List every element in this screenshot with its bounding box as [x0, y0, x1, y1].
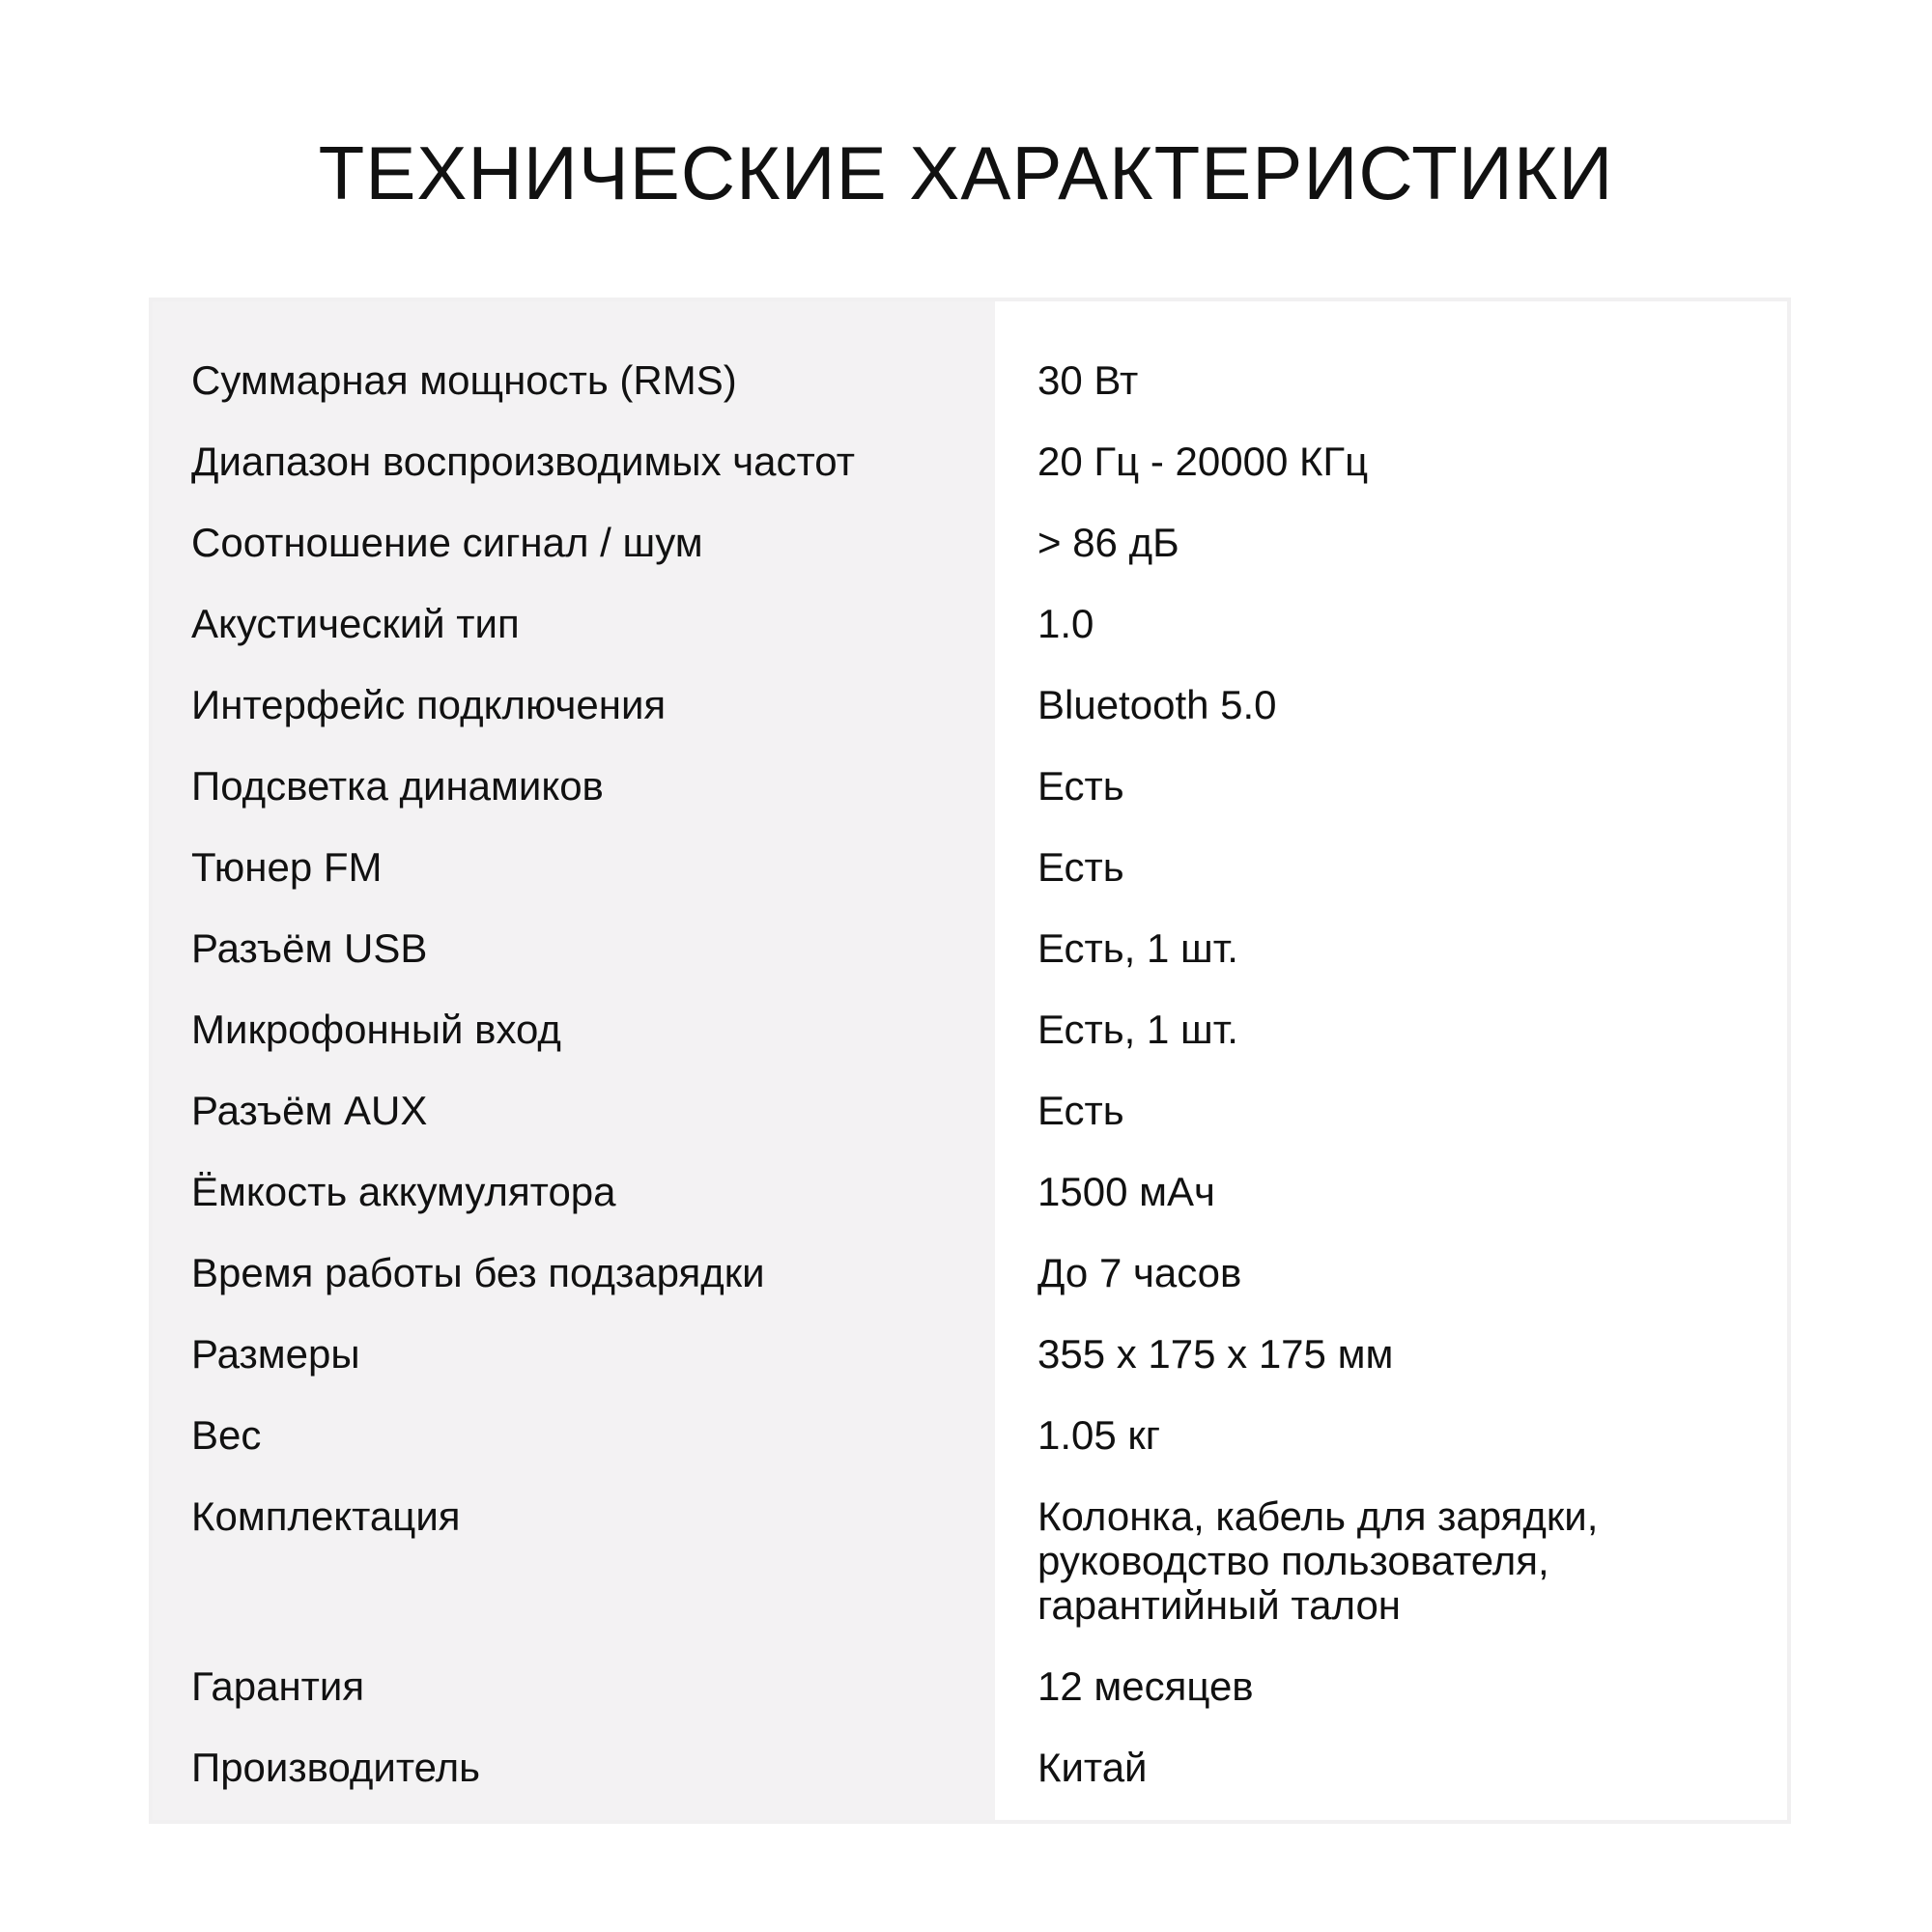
spec-row [153, 746, 1787, 827]
spec-row [153, 583, 1787, 665]
spec-value: Есть [1037, 1088, 1124, 1133]
spec-row [153, 1395, 1787, 1476]
spec-label: Производитель [191, 1745, 480, 1790]
spec-value: Bluetooth 5.0 [1037, 682, 1277, 727]
spec-label: Время работы без подзарядки [191, 1250, 765, 1295]
spec-value: Колонка, кабель для зарядки, руководство пользователя, гарантийный талон [1037, 1493, 1599, 1628]
spec-value: 1.0 [1037, 601, 1094, 646]
spec-row [153, 827, 1787, 908]
spec-row [153, 1314, 1787, 1395]
spec-label: Интерфейс подключения [191, 682, 667, 727]
spec-value: Есть, 1 шт. [1037, 925, 1238, 971]
spec-row [153, 502, 1787, 583]
spec-label: Разъём USB [191, 925, 428, 971]
spec-label: Ёмкость аккумулятора [191, 1169, 616, 1214]
spec-label: Комплектация [191, 1493, 461, 1539]
spec-value: До 7 часов [1037, 1250, 1242, 1295]
spec-value: Есть, 1 шт. [1037, 1007, 1238, 1052]
page-title: ТЕХНИЧЕСКИЕ ХАРАКТЕРИСТИКИ [318, 130, 1614, 215]
spec-value: Есть [1037, 763, 1124, 809]
spec-row [153, 1233, 1787, 1314]
spec-label: Акустический тип [191, 601, 520, 646]
spec-row [153, 1727, 1787, 1808]
spec-value: 1500 мАч [1037, 1169, 1215, 1214]
spec-row [153, 665, 1787, 746]
spec-label: Подсветка динамиков [191, 763, 604, 809]
spec-value: Китай [1037, 1745, 1148, 1790]
spec-value: 30 Вт [1037, 357, 1139, 403]
spec-row [153, 989, 1787, 1070]
spec-value: 12 месяцев [1037, 1663, 1254, 1709]
spec-label: Диапазон воспроизводимых частот [191, 439, 855, 484]
spec-row [153, 340, 1787, 421]
spec-rows [153, 340, 1787, 1808]
spec-row [153, 1646, 1787, 1727]
spec-value: 1.05 кг [1037, 1412, 1161, 1458]
spec-table [149, 298, 1791, 1824]
spec-label: Микрофонный вход [191, 1007, 561, 1052]
spec-label: Разъём AUX [191, 1088, 428, 1133]
spec-label: Вес [191, 1412, 262, 1458]
spec-value: Есть [1037, 844, 1124, 890]
spec-label: Суммарная мощность (RMS) [191, 357, 737, 403]
spec-row [153, 1476, 1787, 1646]
spec-row [153, 908, 1787, 989]
spec-row [153, 1151, 1787, 1233]
spec-label: Соотношение сигнал / шум [191, 520, 703, 565]
spec-value: > 86 дБ [1037, 520, 1179, 565]
spec-value: 20 Гц - 20000 КГц [1037, 439, 1369, 484]
spec-value: 355 x 175 x 175 мм [1037, 1331, 1394, 1377]
spec-label: Тюнер FM [191, 844, 383, 890]
spec-row [153, 1070, 1787, 1151]
spec-label: Гарантия [191, 1663, 365, 1709]
spec-label: Размеры [191, 1331, 360, 1377]
spec-row [153, 421, 1787, 502]
